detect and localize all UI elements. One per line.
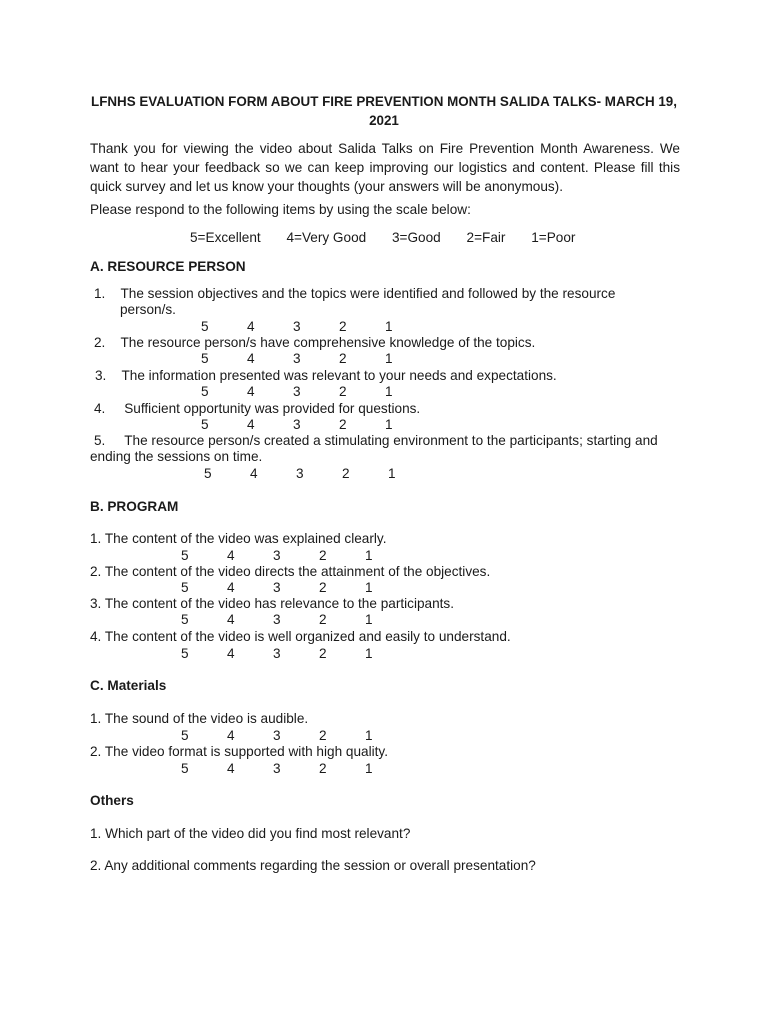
question-item: 1. The sound of the video is audible. bbox=[90, 711, 309, 726]
rating-3[interactable]: 3 bbox=[273, 646, 281, 661]
rating-4[interactable]: 4 bbox=[227, 580, 235, 595]
rating-2[interactable]: 2 bbox=[319, 612, 327, 627]
rating-2[interactable]: 2 bbox=[342, 466, 350, 481]
rating-scale[interactable] bbox=[181, 646, 411, 663]
rating-1[interactable]: 1 bbox=[365, 646, 373, 661]
rating-1[interactable]: 1 bbox=[365, 612, 373, 627]
rating-legend bbox=[190, 230, 597, 247]
question-text: The resource person/s created a stimulating environment to the participants; starting and bbox=[124, 433, 658, 448]
rating-5[interactable]: 5 bbox=[181, 548, 189, 563]
rating-scale[interactable] bbox=[181, 728, 411, 745]
rating-1[interactable]: 1 bbox=[385, 319, 393, 334]
question-number: 3. bbox=[95, 368, 107, 383]
rating-scale[interactable] bbox=[181, 761, 411, 778]
section-heading-others: Others bbox=[90, 793, 134, 808]
question-item: 4. The content of the video is well organized and easily to understand. bbox=[90, 629, 511, 644]
rating-5[interactable]: 5 bbox=[201, 351, 209, 366]
intro-paragraph: Thank you for viewing the video about Salida Talks on Fire Prevention Month Awareness. We want to hear your feedback so we can keep improving our logistics and content. Please fill this quick survey and let us know your thoughts (your answers will be anonymous). bbox=[90, 141, 680, 194]
question-item: 3. The content of the video has relevance to the participants. bbox=[90, 596, 454, 611]
question-item: 1. The content of the video was explained clearly. bbox=[90, 531, 387, 546]
question-item bbox=[94, 433, 658, 450]
rating-5[interactable]: 5 bbox=[181, 646, 189, 661]
rating-4[interactable]: 4 bbox=[247, 351, 255, 366]
rating-5[interactable]: 5 bbox=[181, 728, 189, 743]
rating-scale[interactable] bbox=[181, 580, 411, 597]
legend-very-good: 4=Very Good bbox=[286, 230, 367, 245]
rating-2[interactable]: 2 bbox=[339, 384, 347, 399]
rating-4[interactable]: 4 bbox=[247, 384, 255, 399]
legend-excellent: 5=Excellent bbox=[190, 230, 261, 245]
rating-scale[interactable] bbox=[181, 612, 411, 629]
rating-2[interactable]: 2 bbox=[319, 646, 327, 661]
rating-3[interactable]: 3 bbox=[296, 466, 304, 481]
section-heading-program: B. PROGRAM bbox=[90, 499, 179, 514]
rating-scale[interactable] bbox=[201, 384, 431, 401]
question-text: The information presented was relevant to your needs and expectations. bbox=[121, 368, 557, 383]
rating-scale[interactable] bbox=[181, 548, 411, 565]
rating-3[interactable]: 3 bbox=[293, 351, 301, 366]
open-question-item: 2. Any additional comments regarding the session or overall presentation? bbox=[90, 858, 536, 873]
rating-3[interactable]: 3 bbox=[273, 761, 281, 776]
rating-1[interactable]: 1 bbox=[388, 466, 396, 481]
rating-4[interactable]: 4 bbox=[247, 319, 255, 334]
rating-scale[interactable] bbox=[201, 417, 431, 434]
rating-5[interactable]: 5 bbox=[201, 384, 209, 399]
open-question-item: 1. Which part of the video did you find most relevant? bbox=[90, 826, 411, 841]
question-item bbox=[94, 335, 535, 352]
rating-scale[interactable] bbox=[204, 466, 434, 483]
rating-1[interactable]: 1 bbox=[385, 384, 393, 399]
rating-2[interactable]: 2 bbox=[339, 417, 347, 432]
question-item bbox=[95, 368, 557, 385]
question-number: 2. bbox=[94, 335, 106, 350]
rating-2[interactable]: 2 bbox=[339, 351, 347, 366]
question-item: 2. The video format is supported with high quality. bbox=[90, 744, 388, 759]
rating-3[interactable]: 3 bbox=[273, 728, 281, 743]
rating-1[interactable]: 1 bbox=[365, 548, 373, 563]
question-item bbox=[94, 286, 615, 303]
rating-3[interactable]: 3 bbox=[293, 384, 301, 399]
rating-4[interactable]: 4 bbox=[227, 646, 235, 661]
legend-fair: 2=Fair bbox=[466, 230, 506, 245]
rating-2[interactable]: 2 bbox=[319, 548, 327, 563]
rating-3[interactable]: 3 bbox=[273, 548, 281, 563]
rating-2[interactable]: 2 bbox=[319, 728, 327, 743]
rating-5[interactable]: 5 bbox=[201, 319, 209, 334]
question-text: Sufficient opportunity was provided for questions. bbox=[124, 401, 421, 416]
rating-5[interactable]: 5 bbox=[204, 466, 212, 481]
question-number: 5. bbox=[94, 433, 106, 448]
rating-2[interactable]: 2 bbox=[319, 761, 327, 776]
rating-3[interactable]: 3 bbox=[293, 417, 301, 432]
rating-1[interactable]: 1 bbox=[365, 580, 373, 595]
rating-4[interactable]: 4 bbox=[227, 761, 235, 776]
rating-4[interactable]: 4 bbox=[227, 728, 235, 743]
question-item bbox=[94, 401, 420, 418]
legend-good: 3=Good bbox=[391, 230, 441, 245]
rating-1[interactable]: 1 bbox=[385, 351, 393, 366]
rating-5[interactable]: 5 bbox=[181, 761, 189, 776]
rating-1[interactable]: 1 bbox=[365, 761, 373, 776]
rating-1[interactable]: 1 bbox=[385, 417, 393, 432]
rating-1[interactable]: 1 bbox=[365, 728, 373, 743]
form-title: LFNHS EVALUATION FORM ABOUT FIRE PREVENTION MONTH SALIDA TALKS- MARCH 19, 2021 bbox=[91, 94, 677, 128]
rating-5[interactable]: 5 bbox=[181, 580, 189, 595]
rating-4[interactable]: 4 bbox=[227, 548, 235, 563]
rating-scale[interactable] bbox=[201, 351, 431, 368]
rating-3[interactable]: 3 bbox=[273, 612, 281, 627]
rating-5[interactable]: 5 bbox=[201, 417, 209, 432]
rating-2[interactable]: 2 bbox=[339, 319, 347, 334]
rating-4[interactable]: 4 bbox=[247, 417, 255, 432]
question-text: The session objectives and the topics were identified and followed by the resource bbox=[120, 286, 616, 301]
question-item: 2. The content of the video directs the attainment of the objectives. bbox=[90, 564, 491, 579]
rating-5[interactable]: 5 bbox=[181, 612, 189, 627]
rating-3[interactable]: 3 bbox=[293, 319, 301, 334]
question-text-continued: person/s. bbox=[120, 302, 176, 317]
legend-poor: 1=Poor bbox=[531, 230, 576, 245]
section-heading-resource-person: A. RESOURCE PERSON bbox=[90, 259, 246, 274]
section-heading-materials: C. Materials bbox=[90, 678, 167, 693]
rating-3[interactable]: 3 bbox=[273, 580, 281, 595]
question-text-continued: ending the sessions on time. bbox=[90, 449, 263, 464]
rating-4[interactable]: 4 bbox=[250, 466, 258, 481]
question-text: The resource person/s have comprehensive knowledge of the topics. bbox=[120, 335, 536, 350]
rating-2[interactable]: 2 bbox=[319, 580, 327, 595]
rating-4[interactable]: 4 bbox=[227, 612, 235, 627]
question-number: 4. bbox=[94, 401, 106, 416]
question-number: 1. bbox=[94, 286, 106, 301]
scale-instruction: Please respond to the following items by using the scale below: bbox=[90, 202, 471, 217]
rating-scale[interactable] bbox=[201, 319, 431, 336]
